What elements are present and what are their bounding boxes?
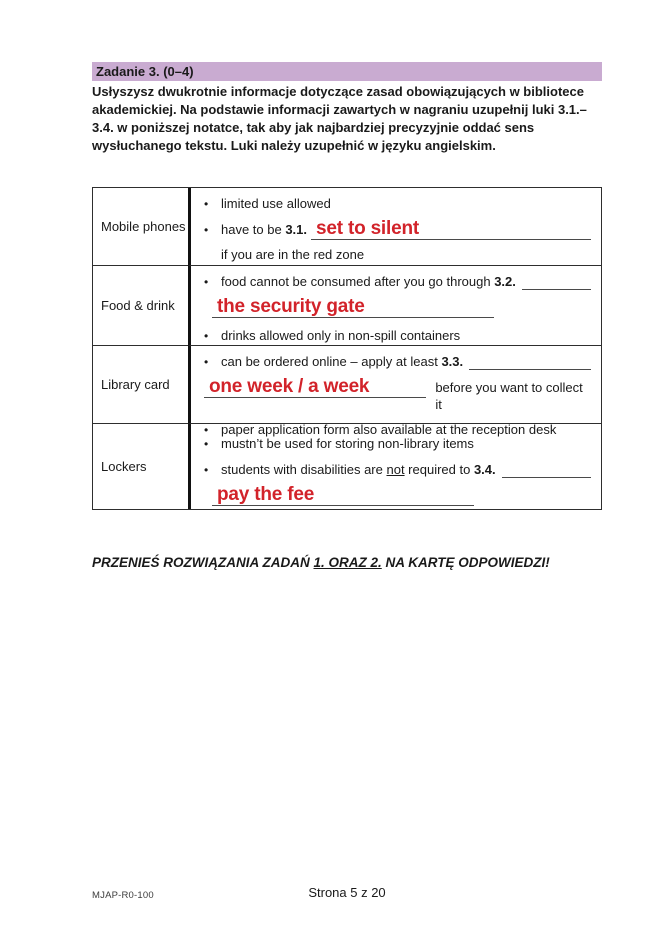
gap-number: 3.4. bbox=[473, 462, 496, 477]
bullet-line bbox=[204, 435, 591, 453]
gap-number: 3.2. bbox=[494, 274, 516, 289]
emphasized-not: not bbox=[386, 462, 405, 477]
transfer-note-underlined: 1. ORAZ 2. bbox=[313, 555, 382, 570]
gap-line-3-4 bbox=[204, 461, 591, 479]
gap-number: 3.3. bbox=[441, 354, 464, 369]
gap-line-3-2 bbox=[204, 273, 591, 291]
gap-pre-text: have to be bbox=[221, 222, 286, 237]
gap-mid-text: required to bbox=[404, 462, 474, 477]
footer-page-number: Strona 5 z 20 bbox=[308, 885, 386, 900]
bullet-icon: • bbox=[204, 223, 209, 237]
answer-3-4: pay the fee bbox=[217, 484, 315, 505]
answer-blank-3-2 bbox=[522, 276, 591, 290]
footer-document-code: MJAP-R0-100 bbox=[92, 890, 154, 901]
answer-underline-3-3 bbox=[204, 377, 426, 398]
answer-line-3-3 bbox=[204, 377, 591, 413]
gap-pre-text: students with disabilities are bbox=[221, 462, 387, 477]
continuation-text: if you are in the red zone bbox=[221, 247, 365, 262]
bullet-icon: • bbox=[204, 275, 209, 289]
row-label-food-drink: Food & drink bbox=[93, 266, 188, 346]
answer-3-2: the security gate bbox=[217, 296, 365, 317]
bullet-text: drinks allowed only in non-spill containers bbox=[221, 328, 461, 343]
bullet-line bbox=[204, 195, 591, 213]
bullet-text: paper application form also available at the reception desk bbox=[221, 422, 557, 437]
row-content-mobile-phones bbox=[188, 188, 601, 266]
bullet-icon: • bbox=[204, 197, 209, 211]
bullet-icon: • bbox=[204, 355, 209, 369]
note-table bbox=[92, 187, 602, 510]
transfer-note-suffix: NA KARTĘ ODPOWIEDZI! bbox=[381, 555, 550, 570]
answer-blank-3-3 bbox=[469, 356, 591, 370]
answer-3-3: one week / a week bbox=[209, 376, 370, 397]
answer-suffix-text: before you want to collect it bbox=[435, 380, 583, 412]
answer-blank-3-4 bbox=[502, 464, 591, 478]
task-instructions: Usłyszysz dwukrotnie informacje dotyczące zasad obowiązujących w bibliotece akademickiej. Na podstawie informacji zawartych w nagraniu uzupełnij luki 3.1.–3.4. w poniższej notatce, tak aby jak najbardziej precyzyjnie oddać sens wysłuchanego tekstu. Luki należy uzupełnić w języku angielskim. bbox=[92, 84, 587, 153]
answer-blank-3-1 bbox=[311, 219, 591, 240]
transfer-note-prefix: PRZENIEŚ ROZWIĄZANIA ZADAŃ bbox=[92, 555, 314, 570]
answer-underline-3-4 bbox=[212, 485, 474, 506]
gap-line-3-3 bbox=[204, 353, 591, 371]
transfer-note bbox=[92, 555, 550, 570]
bullet-icon: • bbox=[204, 463, 209, 477]
row-label-library-card: Library card bbox=[93, 346, 188, 424]
bullet-icon: • bbox=[204, 423, 209, 437]
row-content-lockers bbox=[188, 424, 601, 509]
gap-pre-text: food cannot be consumed after you go through bbox=[221, 274, 495, 289]
bullet-icon: • bbox=[204, 437, 209, 451]
task-header: Zadanie 3. (0–4) bbox=[92, 62, 602, 81]
row-label-mobile-phones: Mobile phones bbox=[93, 188, 188, 266]
row-content-food-drink bbox=[188, 266, 601, 346]
bullet-text: mustn’t be used for storing non-library items bbox=[221, 436, 474, 451]
answer-underline-3-2 bbox=[212, 297, 494, 318]
bullet-line bbox=[204, 327, 591, 345]
row-label-lockers: Lockers bbox=[101, 459, 147, 474]
gap-line-3-1 bbox=[204, 219, 591, 240]
bullet-icon: • bbox=[204, 329, 209, 343]
gap-pre-text: can be ordered online – apply at least bbox=[221, 354, 442, 369]
row-content-library-card bbox=[188, 346, 601, 437]
bullet-text: limited use allowed bbox=[221, 196, 331, 211]
answer-3-1: set to silent bbox=[316, 218, 419, 239]
gap-number: 3.1. bbox=[285, 222, 308, 237]
